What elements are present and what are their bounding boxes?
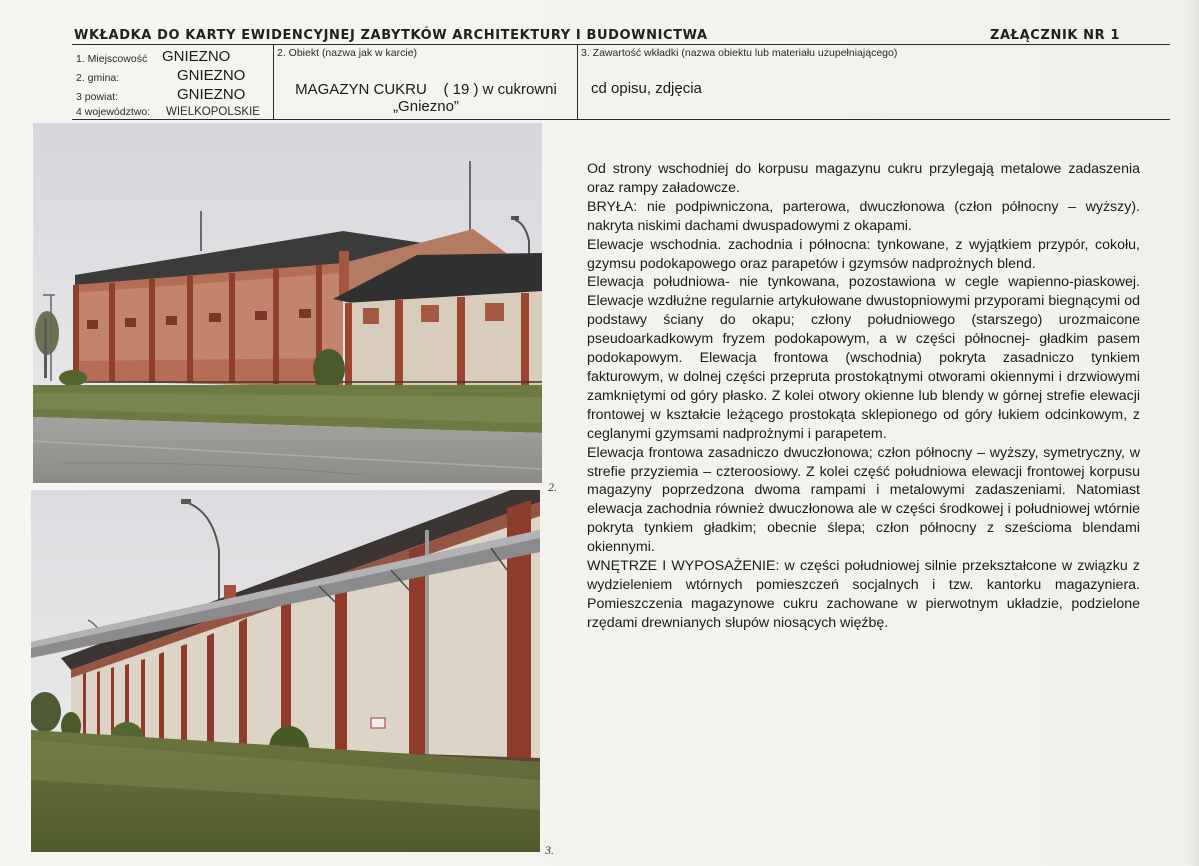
scan-edge xyxy=(1187,0,1199,866)
photo-number-2: 2. xyxy=(548,480,557,494)
commune-value: GNIEZNO xyxy=(177,67,246,84)
object-label: 2. Obiekt (nazwa jak w karcie) xyxy=(277,47,418,59)
description-paragraph: Elewacja południowa- nie tynkowana, pozostawiona w cegle wapienno-piaskowej. Elewacje wzdłużne regularnie artykułowane dwustopniowymi przyporami biegnącymi od podstawy ściany do okapu; człony południowego (starszego) urozmaicone pseudoarkadkowym fryzem podokapowym, a w części północnej- gładkim pasem podokapowym. Elewacja frontowa (wschodnia) pokryta zasadniczo tynkiem fakturowym, w dolnej części przepruta prostokątnymi otworami okiennymi i drzwiowymi zamkniętymi od góry płasko. Z kolei otwory okienne lub blendy w górnej strefie elewacji frontowej w kształcie leżącego prostokąta sklepionego od góry łukiem odcinkowym, z ceglanymi gzymsami nadprożnymi i parapetem. xyxy=(587,274,1140,442)
commune-label: 2. gmina: xyxy=(76,72,120,84)
description-paragraph: Od strony wschodniej do korpusu magazynu cukru przylegają metalowe zadaszenia oraz rampy załadowcze. xyxy=(587,161,1140,196)
description-text xyxy=(587,160,1140,633)
photo-number-3: 3. xyxy=(545,843,554,857)
description-paragraph: WNĘTRZE I WYPOSAŻENIE: w części południowej silnie przekształcone w związku z wydzieleniem wtórnych pomieszczeń socjalnych i tzw. kantorku magazyniera. Pomieszczenia magazynowe cukru zachowane w pierwotnym układzie, podzielone rzędami drewnianych słupów niosących więźbę. xyxy=(587,558,1140,631)
header-rule-top xyxy=(72,44,1170,45)
object-name-line1: MAGAZYN CUKRU ( 19 ) w cukrowni xyxy=(295,81,557,98)
description-paragraph: BRYŁA: nie podpiwniczona, parterowa, dwuczłonowa (człon północny – wyższy). nakryta niskimi dachami dwuspadowymi z okapami. xyxy=(587,198,1140,234)
warehouse-front-image xyxy=(33,123,542,483)
form-divider-2 xyxy=(577,44,578,120)
document-title: WKŁADKA DO KARTY EWIDENCYJNEJ ZABYTKÓW ARCHITEKTURY I BUDOWNICTWA xyxy=(74,28,708,43)
header-rule-bottom xyxy=(72,119,1170,120)
annex-number: ZAŁĄCZNIK NR 1 xyxy=(990,28,1121,43)
form-divider-1 xyxy=(273,44,274,120)
description-paragraph: Elewacje wschodnia. zachodnia i północna: tynkowane, z wyjątkiem przypór, cokołu, gzymsu podokapowego oraz parapetów i gzymsów nadprożnych blend. xyxy=(587,236,1140,272)
place-value: GNIEZNO xyxy=(162,48,231,65)
photo-warehouse-side xyxy=(31,490,540,852)
county-value: GNIEZNO xyxy=(177,86,246,103)
voivodeship-label: 4 województwo: xyxy=(76,106,151,118)
voivodeship-value: WIELKOPOLSKIE xyxy=(166,106,260,118)
object-name-line2: „Gniezno” xyxy=(393,98,459,115)
photo-warehouse-front xyxy=(33,123,542,483)
description-paragraph: Elewacja frontowa zasadniczo dwuczłonowa; człon północny – wyższy, symetryczny, w strefie przyziemia – czteroosiowy. Z kolei część południowa elewacji frontowej korpusu magazyny poprzedzona dwoma rampami i metalowymi zadaszeniami. Natomiast elewacja zachodnia również dwuczłonowa ale w części środkowej i południowej wtórnie pokryta tynkiem gładkim; obecnie ślepa; człon północny z sześcioma blendami okiennymi. xyxy=(587,444,1140,556)
county-label: 3 powiat: xyxy=(76,91,119,103)
contents-value: cd opisu, zdjęcia xyxy=(591,80,702,97)
place-label: 1. Miejscowość xyxy=(76,53,148,65)
warehouse-side-image xyxy=(31,490,540,852)
contents-label: 3. Zawartość wkładki (nazwa obiektu lub materiału uzupełniającego) xyxy=(581,47,898,59)
